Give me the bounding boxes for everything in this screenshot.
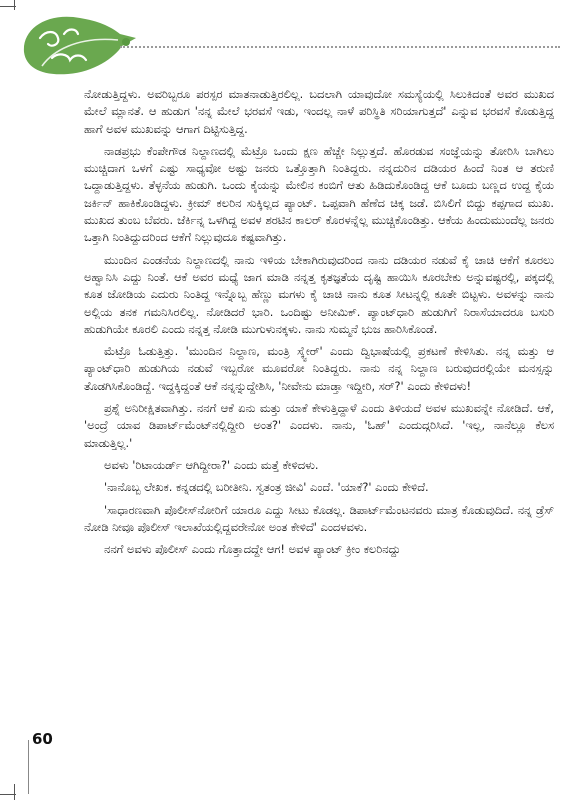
- header-dotted-rule: [120, 46, 560, 48]
- page-number: 60: [32, 730, 53, 748]
- paragraph: ಮುಂದಿನ ಎಂಡನೆಯ ನಿಲ್ದಾಣದಲ್ಲಿ ನಾನು ಇಳಿಯ ಬೇಕಾಗಿರುವುದರಿಂದ ನಾನು ದಡಿಯರ ನಡುವೆ ಕೈ ಚಾಚಿ ಆಕೆಗೆ ಕೂರಲು ಅಹ್ವಾನಿಸಿ ಎದ್ದು ನಿಂತೆ. ಆಕೆ ಅವರ ಮಧ್ಯೆ ಜಾಗ ಮಾಡಿ ನನ್ನತ್ತ ಕೃತಜ್ಞತೆಯ ದೃಷ್ಟಿ ಹಾಯಿಸಿ ಕೂರಬೇಕು ಅನ್ನುವಷ್ಟರಲ್ಲಿ, ಪಕ್ಕದಲ್ಲಿ ಕೂತ ಜೋಡಿಯ ಎದುರು ನಿಂತಿದ್ದ ಇನ್ನೊಬ್ಬ ಹೆಣ್ಣು ಮಗಳು ಕೈ ಚಾಚಿ ನಾನು ಕೂತ ಸೀಟನ್ನಲ್ಲಿ ಕೂತೇ ಬಿಟ್ಟಳು. ಅವಳನ್ನು ನಾನು ಅಲ್ಲಿಯ ತನಕ ಗಮನಿಸಿರಲಿಲ್ಲ. ನೋಡಿದರೆ ಭಾರಿ. ಒಂದಿಷ್ಟು ಅನೀಮಿಕ್. ಪ್ಯಾಂಟ್‌ಧಾರಿ ಹುಡುಗಿಗೆ ನಿರಾಸೆಯಾದರೂ ಬಸುರಿ ಹುಡುಗಿಯೇ ಕೂರಲಿ ಎಂದು ನನ್ನತ್ತ ನೋಡಿ ಮುಗುಳುನಕ್ಕಳು. ನಾನು ಸುಮ್ಮನೆ ಭುಜ ಹಾರಿಸಿಕೊಂಡೆ.: [84, 252, 554, 336]
- crop-mark-top-left-v: [14, 0, 15, 10]
- paragraph: ಅವಳು 'ರಿಟಾಯರ್ಡ್ ಆಗಿದ್ದೀರಾ?' ಎಂದು ಮತ್ತೆ ಕೇಳಿದಳು.: [104, 457, 319, 472]
- paragraph: ನೋಡುತ್ತಿದ್ದಳು. ಅವರಿಬ್ಬರೂ ಪರಸ್ಪರ ಮಾತನಾಡುತ್ತಿರಲಿಲ್ಲ. ಬದಲಾಗಿ ಯಾವುದೋ ಸಮಸ್ಯೆಯಲ್ಲಿ ಸಿಲುಕಿದಂತೆ ಅವರ ಮುಖದ ಮೇಲೆ ಮ್ಲಾನತೆ. ಆ ಹುಡುಗ 'ನನ್ನ ಮೇಲೆ ಭರವಸೆ ಇಡು, ಇಂದಲ್ಲ ನಾಳೆ ಪರಿಸ್ಥಿತಿ ಸರಿಯಾಗುತ್ತದೆ' ಎನ್ನುವ ಭರವಸೆ ಕೊಡುತ್ತಿದ್ದ ಹಾಗೆ ಅವಳ ಮುಖವನ್ನು ಆಗಾಗ ದಿಟ್ಟಿಸುತ್ತಿದ್ದ.: [84, 87, 554, 136]
- crop-mark-bottom-left-v: [14, 784, 15, 800]
- paragraph: 'ಸಾಧಾರಣವಾಗಿ ಪೊಲೀಸ್‌ನೋರಿಗೆ ಯಾರೂ ಎದ್ದು ಸೀಟು ಕೊಡಲ್ಲ. ಡಿಪಾರ್ಟ್‌ಮೆಂಟನವರು ಮಾತ್ರ ಕೊಡುವುದಿದೆ. ನನ್ನ ಡ್ರೆಸ್ ನೋಡಿ ನೀವೂ ಪೊಲೀಸ್ ಇಲಾಖೆಯಲ್ಲಿದ್ದವರೇನೋ ಅಂತ ಕೇಳಿದೆ' ಎಂದಳವಳು.: [84, 502, 554, 534]
- paragraph: ಪ್ರಶ್ನೆ ಅನಿರೀಕ್ಷಿತವಾಗಿತ್ತು. ನನಗೆ ಆಕೆ ಏನು ಮತ್ತು ಯಾಕೆ ಕೇಳುತ್ತಿದ್ದಾಳೆ ಎಂದು ತಿಳಿಯದೆ ಅವಳ ಮುಖವನ್ನೇ ನೋಡಿದೆ. ಆಕೆ, 'ಅಂದ್ರೆ ಯಾವ ಡಿಪಾರ್ಟ್‌ಮೆಂಟ್‌ನಲ್ಲಿದ್ದೀರಿ ಅಂತ?' ಎಂದಳು. ನಾನು, 'ಓಹ್' ಎಂದುದ್ಗರಿಸಿದೆ. 'ಇಲ್ಲ, ನಾನೆಲ್ಲೂ ಕೆಲಸ ಮಾಡುತ್ತಿಲ್ಲ.': [84, 401, 554, 450]
- paragraph: ನಾಡಪ್ರಭು ಕೆಂಪೇಗೌಡ ನಿಲ್ದಾಣದಲ್ಲಿ ಮೆಟ್ರೊ ಒಂದು ಕ್ಷಣ ಹೆಚ್ಚೇ ನಿಲ್ಲುತ್ತದೆ. ಹೊರಡುವ ಸಂಜ್ಞೆಯನ್ನು ತೋರಿಸಿ ಬಾಗಿಲು ಮುಚ್ಚಿದಾಗ ಒಳಗೆ ಎಷ್ಟು ಸಾಧ್ಯವೋ ಅಷ್ಟು ಜನರು ಒತ್ತೊತ್ತಾಗಿ ನಿಂತಿದ್ದರು. ನನ್ನದುರಿನ ದಡಿಯರ ಹಿಂದೆ ನಿಂತ ಆ ತರುಣಿ ಒದ್ದಾಡುತ್ತಿದ್ದಳು. ತೆಳ್ಳನೆಯ ಹುಡುಗಿ. ಒಂದು ಕೈಯನ್ನು ಮೇಲಿನ ಕಂಬಿಗೆ ಆತು ಹಿಡಿದುಕೊಂಡಿದ್ದ ಆಕೆ ಬೂದು ಬಣ್ಣದ ಉದ್ದ ಕೈಯ ಜರ್ಕಿನ್ ಹಾಕಿಕೊಂಡಿದ್ದಳು. ಕ್ರೀಮ್ ಕಲರಿನ ಸುಕ್ಕಿಲ್ಲದ ಪ್ಯಾಂಟ್. ಒಪ್ಪವಾಗಿ ಹೆಣೆದ ಚಿಕ್ಕ ಜಡೆ. ಬಿಸಿಲಿಗೆ ಬಿದ್ದು ಕಪ್ಪಗಾದ ಮುಖ. ಮುಖದ ತುಂಬ ಬೆವರು. ಜೆರ್ಕಿನ್ನ ಒಳಗಿದ್ದ ಅವಳ ಶರಟಿನ ಕಾಲರ್ ಕೊರಳನ್ನೆಲ್ಲ ಮುಚ್ಚಿಕೊಂಡಿತ್ತು. ಆಕೆಯ ಹಿಂದುಮುಂದೆಲ್ಲ ಜನರು ಒತ್ತಾಗಿ ನಿಂತಿದ್ದುದರಿಂದ ಆಕೆಗೆ ನಿಲ್ಲುವುದೂ ಕಷ್ಟವಾಗಿತ್ತು.: [84, 143, 554, 245]
- paragraph: ನನಗೆ ಅವಳು ಪೊಲೀಸ್ ಎಂದು ಗೊತ್ತಾದದ್ದೇ ಆಗ! ಅವಳ ಪ್ಯಾಂಟ್ ಕ್ರೀಂ ಕಲರಿನದ್ದು: [104, 542, 401, 557]
- paragraph: 'ನಾನೊಬ್ಬ ಲೇಖಕ. ಕನ್ನಡದಲ್ಲಿ ಬರೀತೀನಿ. ಸ್ವತಂತ್ರ ಜೀವಿ' ಎಂದೆ. 'ಯಾಕೆ?' ಎಂದು ಕೇಳಿದೆ.: [104, 480, 429, 495]
- paragraph: ಮೆಟ್ರೊ ಓಡುತ್ತಿತ್ತು. 'ಮುಂದಿನ ನಿಲ್ದಾಣ, ಮಂತ್ರಿ ಸ್ಕ್ವೇರ್' ಎಂದು ದ್ವಿಭಾಷೆಯಲ್ಲಿ ಪ್ರಕಟಣೆ ಕೇಳಿಸಿತು. ನನ್ನ ಮತ್ತು ಆ ಪ್ಯಾಂಟ್‌ಧಾರಿ ಹುಡುಗಿಯ ನಡುವೆ ಇಬ್ಬರೋ ಮೂವರೋ ನಿಂತಿದ್ದರು. ನಾನು ನನ್ನ ನಿಲ್ದಾಣ ಬರುವುದರಲ್ಲಿಯೇ ಮನಸ್ಸನ್ನು ತೊಡಗಿಸಿಕೊಂಡಿದ್ದೆ. ಇದ್ದಕ್ಕಿದ್ದಂತೆ ಆಕೆ ನನ್ನನ್ನುದ್ದೇಶಿಸಿ, 'ನೀವೇನು ಮಾಡ್ತಾ ಇದ್ದೀರಿ, ಸರ್?' ಎಂದು ಕೇಳಿದಳು!: [84, 344, 554, 393]
- header-logo: [18, 8, 138, 82]
- page-number-rule: [28, 740, 29, 794]
- article-body: [84, 86, 554, 558]
